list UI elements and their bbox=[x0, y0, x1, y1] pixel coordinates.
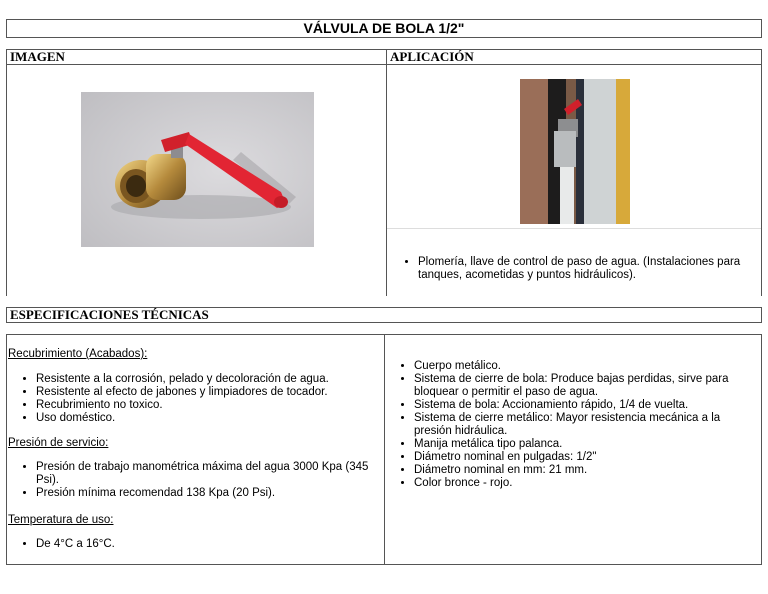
list-item: • Sistema de bola: Accionamiento rápido, 1/4 de vuelta. bbox=[414, 399, 759, 412]
list-item: • Resistente al efecto de jabones y limpiadores de tocador. bbox=[36, 386, 381, 399]
list-item: • Plomería, llave de control de paso de agua. (Instalaciones para tanques, acometidas y puntos hidráulicos). bbox=[418, 256, 768, 282]
installation-photo bbox=[520, 79, 630, 224]
list-item: • Uso doméstico. bbox=[36, 412, 381, 425]
recubrimiento-title: Recubrimiento (Acabados): bbox=[8, 348, 148, 360]
list-item: • Diámetro nominal en pulgadas: 1/2" bbox=[414, 451, 759, 464]
temperatura-list bbox=[7, 538, 381, 551]
specs-left-cell bbox=[7, 335, 383, 564]
recubrimiento-list bbox=[7, 373, 381, 425]
aplicacion-list bbox=[389, 256, 768, 282]
presion-title: Presión de servicio: bbox=[8, 437, 109, 449]
list-item: • Resistente a la corrosión, pelado y decoloración de agua. bbox=[36, 373, 381, 386]
specs-right-cell bbox=[385, 335, 761, 564]
list-item: • Color bronce - rojo. bbox=[414, 477, 759, 490]
list-item: • Diámetro nominal en mm: 21 mm. bbox=[414, 464, 759, 477]
list-item: • De 4°C a 16°C. bbox=[36, 538, 381, 551]
valve-photo bbox=[81, 92, 314, 247]
specs-table bbox=[6, 334, 762, 565]
list-item: • Presión de trabajo manométrica máxima del agua 3000 Kpa (345 Psi). bbox=[36, 461, 381, 487]
imagen-cell bbox=[6, 64, 387, 296]
presion-list bbox=[7, 461, 381, 500]
aplicacion-cell bbox=[386, 64, 762, 296]
document-title: VÁLVULA DE BOLA 1/2" bbox=[6, 19, 762, 38]
list-item: • Cuerpo metálico. bbox=[414, 360, 759, 373]
list-item: • Presión mínima recomendad 138 Kpa (20 Psi). bbox=[36, 487, 381, 500]
list-item: • Recubrimiento no toxico. bbox=[36, 399, 381, 412]
header-imagen: IMAGEN bbox=[6, 49, 387, 65]
temperatura-title: Temperatura de uso: bbox=[8, 514, 114, 526]
list-item: • Sistema de cierre de bola: Produce bajas perdidas, sirve para bloquear o permitir el paso de agua. bbox=[414, 373, 759, 399]
list-item: • Manija metálica tipo palanca. bbox=[414, 438, 759, 451]
header-specs: ESPECIFICACIONES TÉCNICAS bbox=[6, 307, 762, 323]
header-aplicacion: APLICACIÓN bbox=[386, 49, 762, 65]
list-item: • Sistema de cierre metálico: Mayor resistencia mecánica a la presión hidráulica. bbox=[414, 412, 759, 438]
specs-right-list bbox=[385, 360, 759, 490]
